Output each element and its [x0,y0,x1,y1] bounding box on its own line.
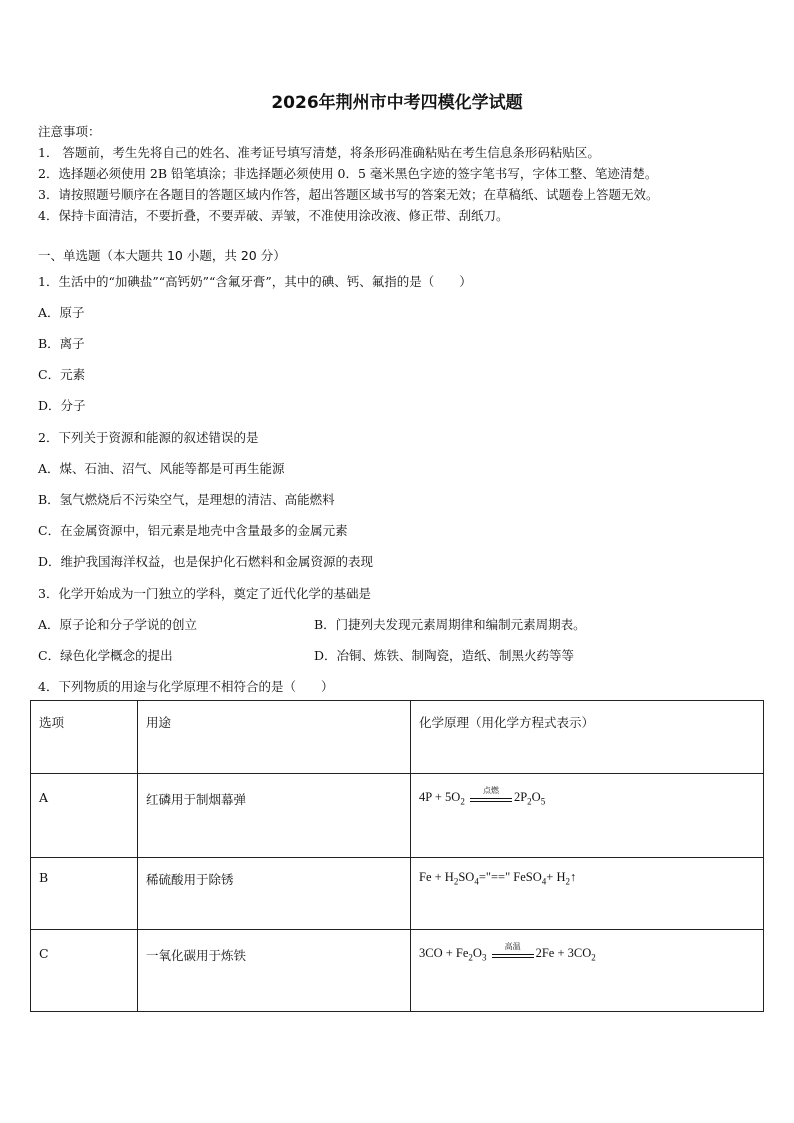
option: C．元素 [38,367,86,382]
note-item: 1． 答题前，考生先将自己的姓名、准考证号填写清楚，将条形码准确粘贴在考生信息条形码粘贴区。 [38,145,600,160]
row-option: B [31,858,138,930]
table-row [31,858,764,930]
question-stem: 1．生活中的“加碘盐”“高钙奶”“含氟牙膏”，其中的碘、钙、氟指的是（ ） [38,274,472,289]
row-equation: $3CO + Fe_2O_3$ 高温 $2Fe + 3CO_2$ [411,930,764,1012]
option: B．氢气燃烧后不污染空气，是理想的清洁、高能燃料 [38,492,335,507]
row-use: 一氧化碳用于炼铁 [138,930,411,1012]
row-equation: $Fe + H_2SO_4="==$" FeSO$_4$+ $H_2↑$ [411,858,764,930]
row-equation: $4P + 5O_2$ 点燃 $2P_2O_5$ [411,774,764,858]
option: D．维护我国海洋权益，也是保护化石燃料和金属资源的表现 [38,554,374,569]
question-stem: 4．下列物质的用途与化学原理不相符合的是（ ） [38,679,334,694]
question-stem: 2．下列关于资源和能源的叙述错误的是 [38,430,259,445]
option: A．原子 [38,305,85,320]
question-table [30,700,764,1012]
condition-label: 点燃 [482,786,499,796]
option: A．煤、石油、沼气、风能等都是可再生能源 [38,461,285,476]
note-item: 3．请按照题号顺序在各题目的答题区域内作答，超出答题区域书写的答案无效；在草稿纸、试题卷上答题无效。 [38,187,659,202]
note-item: 4．保持卡面清洁，不要折叠，不要弄破、弄皱，不准使用涂改液、修正带、刮纸刀。 [38,208,509,223]
row-option: C [31,930,138,1012]
option: C．在金属资源中，铝元素是地壳中含量最多的金属元素 [38,523,348,538]
condition-label: 高温 [504,942,521,952]
row-use: 稀硫酸用于除锈 [138,858,411,930]
note-item: 2．选择题必须使用 2B 铅笔填涂；非选择题必须使用 0．5 毫米黑色字迹的签字笔书写，字体工整、笔迹清楚。 [38,166,658,181]
row-option: A [31,774,138,858]
option: D．分子 [38,398,86,413]
option: C．绿色化学概念的提出 [38,648,173,663]
option: B．离子 [38,336,85,351]
notes-heading: 注意事项： [38,124,101,139]
option: A．原子论和分子学说的创立 [38,617,198,632]
option: D．冶铜、炼铁、制陶瓷，造纸、制黑火药等等 [314,648,575,663]
section-heading: 一、单选题（本大题共 10 小题，共 20 分） [38,248,286,263]
reaction-condition [492,942,534,961]
row-use: 红磷用于制烟幕弹 [138,774,411,858]
option: B．门捷列夫发现元素周期律和编制元素周期表。 [314,617,586,632]
header-principle: 化学原理（用化学方程式表示） [411,701,764,774]
table-row [31,774,764,858]
header-option: 选项 [31,701,138,774]
question-stem: 3．化学开始成为一门独立的学科，奠定了近代化学的基础是 [38,586,371,601]
table-header-row [31,701,764,774]
header-use: 用途 [138,701,411,774]
page-title: 2026年荆州市中考四模化学试题 [271,93,523,113]
reaction-condition [470,786,512,805]
table-row [31,930,764,1012]
